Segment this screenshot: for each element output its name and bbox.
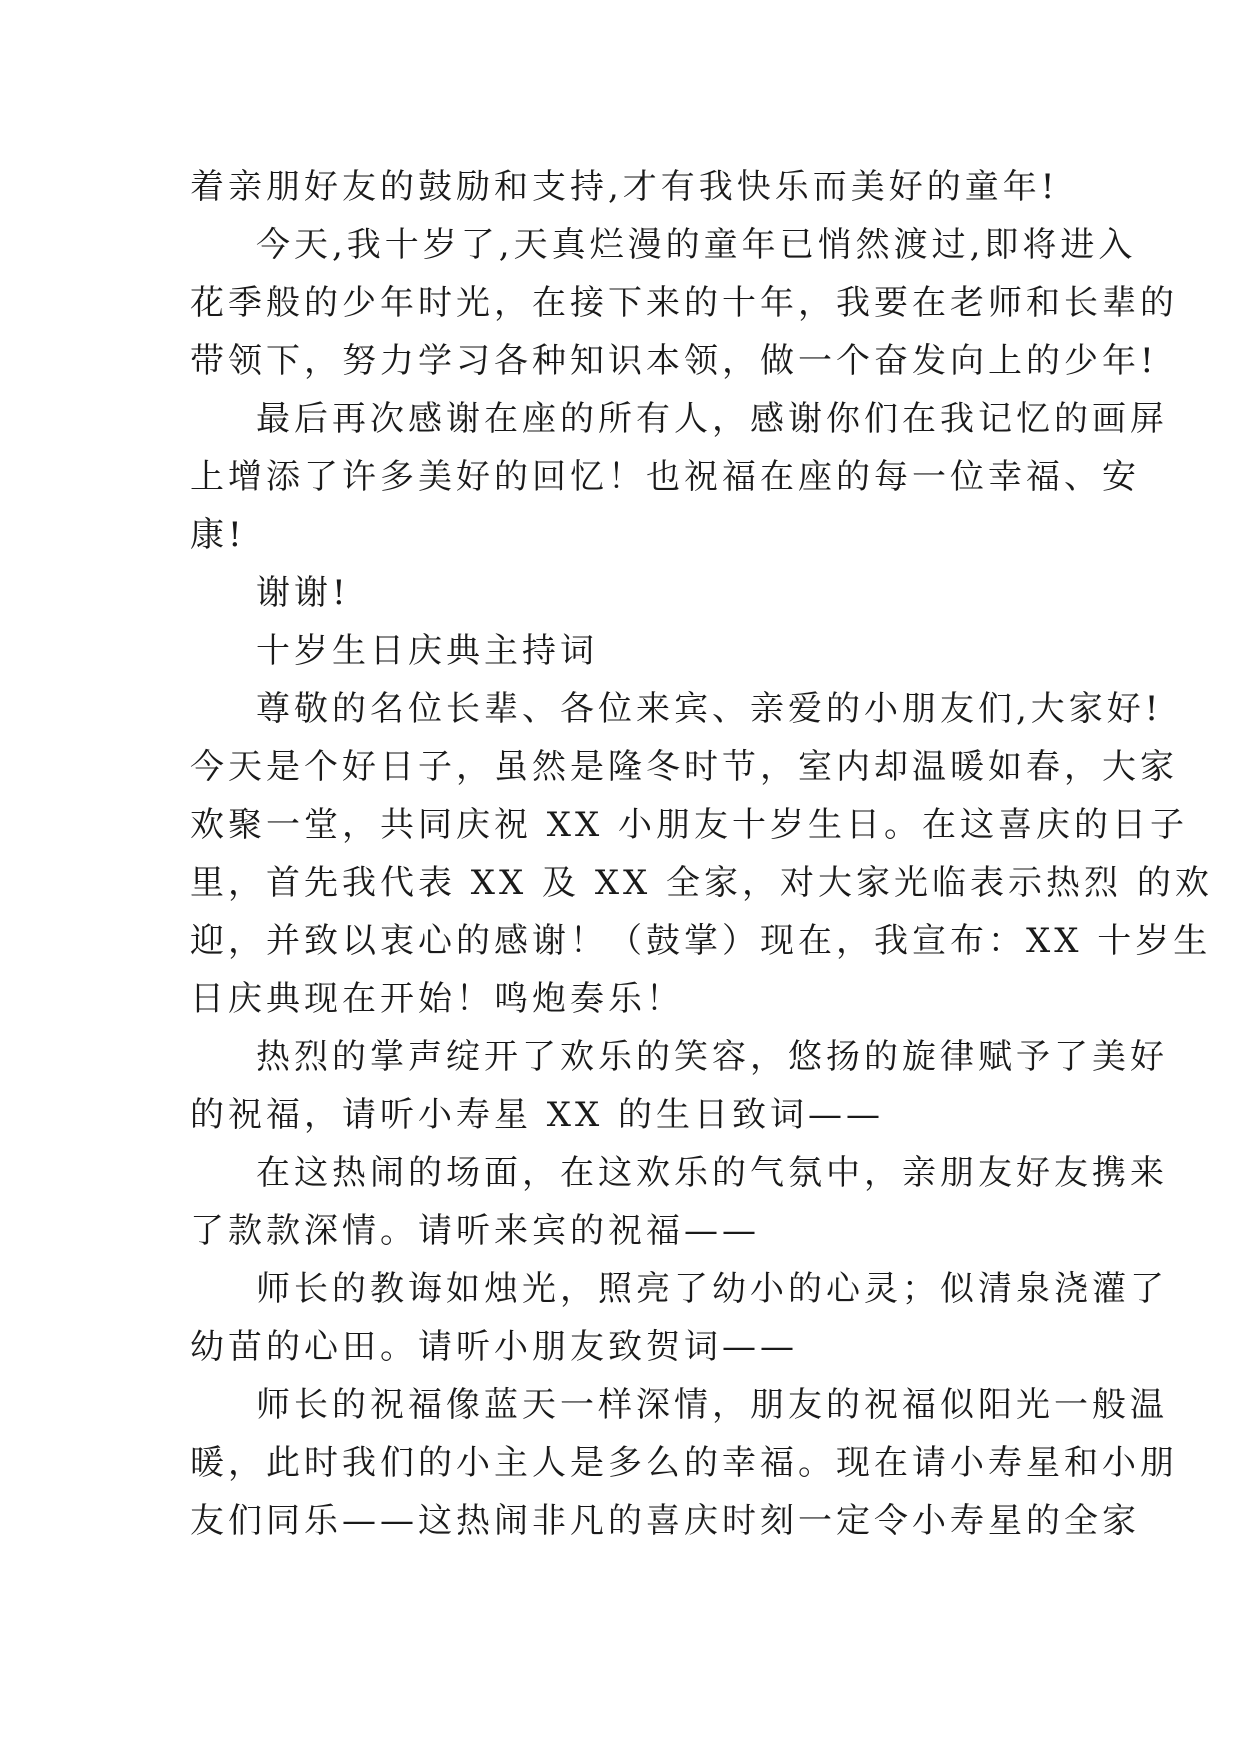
text-line: 幼苗的心田。请听小朋友致贺词—— bbox=[190, 1327, 798, 1367]
text-line: 今天,我十岁了,天真烂漫的童年已悄然渡过,即将进入 bbox=[256, 225, 1137, 265]
text-line: 欢聚一堂，共同庆祝 XX 小朋友十岁生日。在这喜庆的日子 bbox=[190, 805, 1189, 845]
text-line: 谢谢! bbox=[256, 573, 350, 613]
section-heading: 十岁生日庆典主持词 bbox=[256, 631, 598, 671]
text-line: 最后再次感谢在座的所有人，感谢你们在我记忆的画屏 bbox=[256, 399, 1168, 439]
text-line: 在这热闹的场面，在这欢乐的气氛中，亲朋友好友携来 bbox=[256, 1153, 1168, 1193]
text-line: 尊敬的名位长辈、各位来宾、亲爱的小朋友们,大家好! bbox=[256, 689, 1163, 729]
text-line: 友们同乐——这热闹非凡的喜庆时刻一定令小寿星的全家 bbox=[190, 1501, 1140, 1541]
text-line: 了款款深情。请听来宾的祝福—— bbox=[190, 1211, 760, 1251]
text-line: 带领下，努力学习各种知识本领，做一个奋发向上的少年! bbox=[190, 341, 1158, 381]
text-line: 里，首先我代表 XX 及 XX 全家，对大家光临表示热烈 的欢 bbox=[190, 863, 1213, 903]
text-line: 师长的教诲如烛光，照亮了幼小的心灵；似清泉浇灌了 bbox=[256, 1269, 1168, 1309]
text-line: 热烈的掌声绽开了欢乐的笑容，悠扬的旋律赋予了美好 bbox=[256, 1037, 1168, 1077]
text-line: 的祝福，请听小寿星 XX 的生日致词—— bbox=[190, 1095, 885, 1135]
text-line: 迎，并致以衷心的感谢！（鼓掌）现在，我宣布：XX 十岁生 bbox=[190, 921, 1212, 961]
text-line: 师长的祝福像蓝天一样深情，朋友的祝福似阳光一般温 bbox=[256, 1385, 1168, 1425]
text-line: 花季般的少年时光，在接下来的十年，我要在老师和长辈的 bbox=[190, 283, 1178, 323]
text-line: 着亲朋好友的鼓励和支持,才有我快乐而美好的童年! bbox=[190, 167, 1059, 207]
text-line: 暖，此时我们的小主人是多么的幸福。现在请小寿星和小朋 bbox=[190, 1443, 1178, 1483]
text-line: 今天是个好日子，虽然是隆冬时节，室内却温暖如春，大家 bbox=[190, 747, 1178, 787]
text-line: 康! bbox=[190, 515, 246, 555]
text-line: 日庆典现在开始！鸣炮奏乐！ bbox=[190, 979, 684, 1019]
text-line: 上增添了许多美好的回忆！也祝福在座的每一位幸福、安 bbox=[190, 457, 1140, 497]
document-body bbox=[190, 158, 1213, 1550]
